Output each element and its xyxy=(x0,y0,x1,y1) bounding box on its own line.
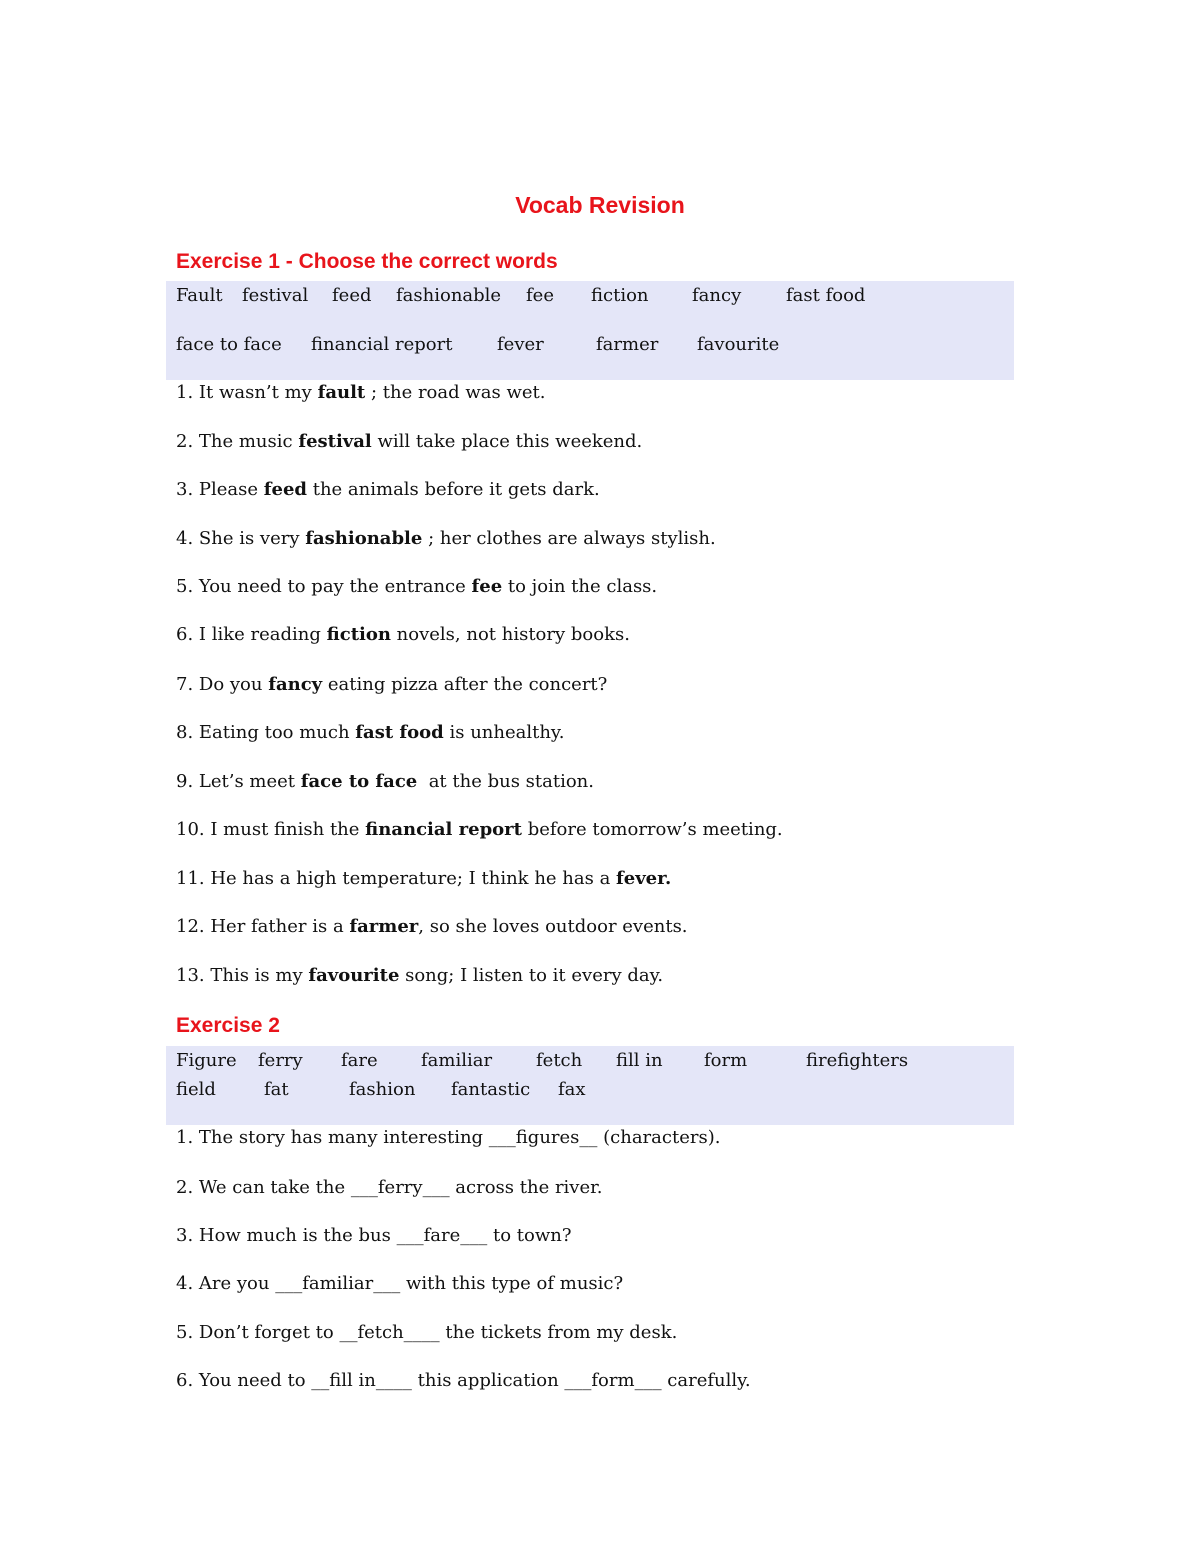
word-bank-item: Figure xyxy=(176,1050,237,1071)
word-bank-item: feed xyxy=(332,285,372,306)
word-bank-item: fee xyxy=(526,285,554,306)
exercise-2-heading: Exercise 2 xyxy=(176,1014,280,1037)
answer: fashionable xyxy=(305,528,423,549)
word-bank-item: fancy xyxy=(692,285,742,306)
word-bank-item: fashionable xyxy=(396,285,502,306)
exercise-1-sentence-13: 13. This is my favourite song; I listen to it every day. xyxy=(176,965,664,986)
answer: favourite xyxy=(308,965,400,986)
exercise-1-sentence-1: 1. It wasn’t my fault ; the road was wet. xyxy=(176,382,546,403)
answer: financial report xyxy=(365,819,522,840)
exercise-1-sentence-10: 10. I must finish the financial report before tomorrow’s meeting. xyxy=(176,819,783,840)
exercise-2-sentence-5: 5. Don’t forget to __fetch____ the tickets from my desk. xyxy=(176,1322,678,1343)
word-bank-item: favourite xyxy=(697,334,780,355)
word-bank-item: fill in xyxy=(616,1050,663,1071)
word-bank-item: fever xyxy=(497,334,544,355)
word-bank-item: fantastic xyxy=(451,1079,531,1100)
word-bank-row-1 xyxy=(166,1046,1014,1076)
exercise-2-sentence-1: 1. The story has many interesting ___figures__ (characters). xyxy=(176,1127,721,1148)
exercise-1-sentence-7: 7. Do you fancy eating pizza after the concert? xyxy=(176,674,608,695)
word-bank-item: face to face xyxy=(176,334,282,355)
exercise-1-sentence-3: 3. Please feed the animals before it gets dark. xyxy=(176,479,600,500)
word-bank-item: fax xyxy=(558,1079,586,1100)
word-bank-row-2 xyxy=(166,330,1014,360)
exercise-2-sentence-3: 3. How much is the bus ___fare___ to town? xyxy=(176,1225,572,1246)
answer: feed xyxy=(263,479,307,500)
exercise-1-sentence-2: 2. The music festival will take place this weekend. xyxy=(176,431,643,452)
answer: fever. xyxy=(616,868,672,889)
exercise-2-word-bank xyxy=(166,1046,1014,1125)
word-bank-item: ferry xyxy=(258,1050,303,1071)
answer: face to face xyxy=(300,771,418,792)
word-bank-row-1 xyxy=(166,281,1014,311)
answer: farmer xyxy=(349,916,419,937)
word-bank-item: fashion xyxy=(349,1079,416,1100)
word-bank-item: fare xyxy=(341,1050,378,1071)
word-bank-item: familiar xyxy=(421,1050,493,1071)
word-bank-item: fiction xyxy=(591,285,649,306)
exercise-2-sentence-6: 6. You need to __fill in____ this application ___form___ carefully. xyxy=(176,1370,751,1391)
word-bank-item: financial report xyxy=(311,334,453,355)
answer: fast food xyxy=(355,722,444,743)
word-bank-item: fetch xyxy=(536,1050,583,1071)
exercise-1-heading: Exercise 1 - Choose the correct words xyxy=(176,250,558,273)
exercise-1-sentence-12: 12. Her father is a farmer, so she loves outdoor events. xyxy=(176,916,688,937)
exercise-2-sentence-4: 4. Are you ___familiar___ with this type of music? xyxy=(176,1273,624,1294)
exercise-1-sentence-6: 6. I like reading fiction novels, not history books. xyxy=(176,624,630,645)
answer: fancy xyxy=(268,674,323,695)
exercise-1-sentence-4: 4. She is very fashionable ; her clothes are always stylish. xyxy=(176,528,716,549)
exercise-1-sentence-9: 9. Let’s meet face to face at the bus station. xyxy=(176,771,594,792)
word-bank-item: field xyxy=(176,1079,216,1100)
word-bank-item: fat xyxy=(264,1079,289,1100)
answer: fault xyxy=(317,382,366,403)
exercise-2-sentence-2: 2. We can take the ___ferry___ across the river. xyxy=(176,1177,603,1198)
word-bank-item: Fault xyxy=(176,285,223,306)
answer: festival xyxy=(298,431,372,452)
exercise-1-sentence-5: 5. You need to pay the entrance fee to join the class. xyxy=(176,576,658,597)
answer: fiction xyxy=(326,624,391,645)
answer: fee xyxy=(471,576,503,597)
word-bank-item: form xyxy=(704,1050,748,1071)
word-bank-item: firefighters xyxy=(806,1050,909,1071)
document-title: Vocab Revision xyxy=(515,192,685,218)
exercise-1-sentence-8: 8. Eating too much fast food is unhealthy. xyxy=(176,722,565,743)
word-bank-item: farmer xyxy=(596,334,659,355)
exercise-1-sentence-11: 11. He has a high temperature; I think he has a fever. xyxy=(176,868,672,889)
word-bank-item: fast food xyxy=(786,285,866,306)
word-bank-item: festival xyxy=(242,285,309,306)
exercise-1-word-bank xyxy=(166,281,1014,380)
word-bank-row-2 xyxy=(166,1075,1014,1105)
